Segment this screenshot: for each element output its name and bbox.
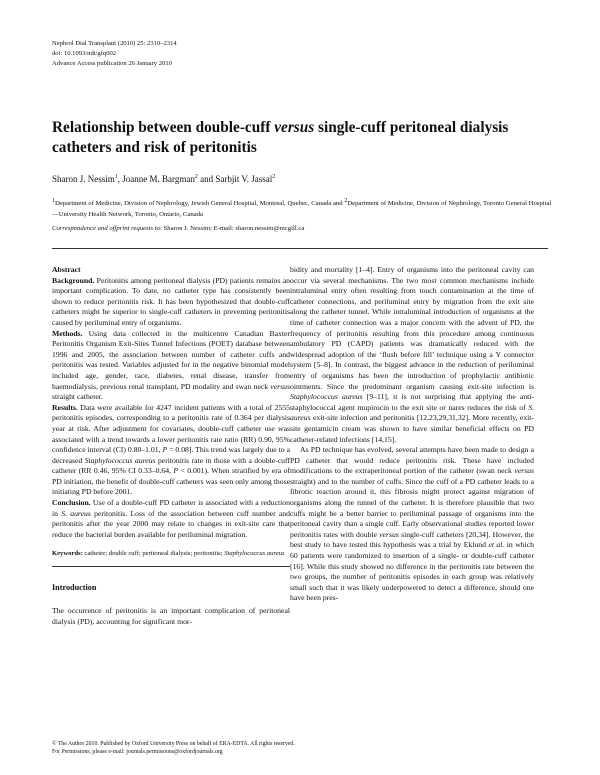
para1-text-3: exit-site infection and peritonitis [12,23,29,31,32]. More recently, exit-site gentamicin cream was shown to have similar beneficial effects on PD catheter-related infections [14,15]. xyxy=(290,413,534,444)
correspondence-label: Correspondence and offprint requests to xyxy=(52,225,160,232)
results-staph: Staphylococcus aureus xyxy=(84,455,156,465)
header-divider xyxy=(52,248,548,249)
title-part1: Relationship between double-cuff xyxy=(52,119,275,136)
author-1-affil: 1 xyxy=(114,174,118,180)
affil-2-text: Department of Medicine, Division of Nephrology, Toronto General Hospital—University Health Network, Toronto, Ontario, Canada xyxy=(52,200,552,218)
doi-line: doi: 10.1093/ndt/gfq002 xyxy=(52,50,117,57)
results-label: Results. xyxy=(52,402,78,412)
para1-text: bidity and mortality [1–4]. Entry of organisms into the peritoneal cavity can occur via several mechanisms. The two most common mechanisms include intraluminal entry often resulting from touch contamination at the time of catheter connections, and periluminal entry by migration from the exit site along the catheter tunnel. While intraluminal introduction of organisms at the time of catheter connection was a major concern with the advent of PD, the frequency of peritonitis resulting from this procedure among continuous ambulatory PD (CAPD) patients was dramatically reduced with the widespread adoption of the ‘flush before fill’ technique using a Y connector system [5–8]. In contrast, the biggest advance in the reduction of periluminal entry of organisms has been the introduction of prophylactic antibiotic ointments. Since the predominant organism causing exit-site infection is xyxy=(290,265,534,391)
results-text-2: = 0.08]. This trend was largely due to a decreased xyxy=(52,445,290,465)
author-list xyxy=(52,174,275,184)
para2-versus: versus xyxy=(514,466,534,476)
conclusion-label: Conclusion. xyxy=(52,498,91,508)
affiliations xyxy=(52,198,552,220)
author-3: and Sarbjit V. Jassal xyxy=(197,174,273,184)
conclusion-text-end: peritonitis. Loss of the association between cuff number and peritonitis after the year 2000 may relate to changes in exit-site care that reduce the bacterial burden available for periluminal migration. xyxy=(52,508,290,539)
correspondence-text: : Sharon J. Nessim; E-mail: sharon.nessim@mcgill.ca xyxy=(159,225,305,232)
affil-2-marker: 2 xyxy=(344,197,348,204)
keywords xyxy=(52,549,290,558)
methods-versus: versus xyxy=(270,381,290,391)
para2-text-4: in which 60 patients were randomized to insertion of a single- or double-cuff catheter [16]. While this study showed no difference in the peritonitis rate between the two groups, the number of peritonitis episodes in each group was relatively small such that it was likely underpowered to detect a difference, should one have been pres- xyxy=(290,540,534,603)
para1-staph: Staphylococcus aureus xyxy=(290,392,363,402)
author-2-affil: 2 xyxy=(194,174,198,180)
results-text-4: < 0.001). When stratified by era of PD initiation, the benefit of double-cuff catheters was seen only among those initiating PD before 2001. xyxy=(52,466,290,497)
para2-text-2: straight) and to the number of cuffs. Since the cuff of a PD catheter leads to a fibrotic reaction around it, this fibrosis might protect against migration of organisms along the tunnel of the catheter. It is therefore plausible that two cuffs might be a better barrier to periluminal passage of organisms into the peritoneal cavity than a single cuff. Early observational studies reported lower peritonitis rates with double xyxy=(290,476,534,539)
correspondence xyxy=(52,225,552,232)
results-text-3: peritonitis rate in those with a double-cuff catheter (RR 0.46, 95% CI 0.33–0.64, xyxy=(52,455,290,476)
results-text: Data were available for 4247 incident patients with a total of 2555 peritonitis episodes, corresponding to a peritonitis rate of 0.364 per dialysis year at risk. After adjustment for covariates, double-cuff catheter use was associated with a trend towards a lower peritonitis rate ratio (RR) 0.90, 95% confidence interval (CI) 0.80–1.01, xyxy=(52,402,290,455)
affil-1-text: Department of Medicine, Division of Nephrology, Jewish General Hospital, Montreal, Quebec, Canada and xyxy=(55,200,345,207)
left-column xyxy=(52,265,290,627)
right-para-2 xyxy=(290,445,534,604)
title-part2: single-cuff peritoneal dialysis catheters and risk of peritonitis xyxy=(52,119,509,156)
abstract-conclusion xyxy=(52,498,290,540)
para2-text: As PD technique has evolved, several attempts have been made to design a PD catheter that would reduce peritonitis risk. These have included modifications to the extraperitoneal portion of the catheter (swan neck xyxy=(290,445,534,476)
keywords-text: catheter; double cuff; peritoneal dialysis; peritonitis; xyxy=(82,550,225,558)
para2-text-3: single-cuff catheters [20,34]. However, the best study to have tested this hypothesis was a trial by Eklund xyxy=(290,529,534,550)
conclusion-staph: S. aureus xyxy=(61,508,91,518)
abstract-background xyxy=(52,276,290,329)
title-versus: versus xyxy=(274,119,315,136)
introduction-heading: Introduction xyxy=(52,583,97,593)
article-title xyxy=(52,118,552,158)
author-3-affil: 2 xyxy=(272,174,276,180)
abstract-heading: Abstract xyxy=(52,265,81,274)
methods-label: Methods. xyxy=(52,328,83,338)
citation-line: Nephrol Dial Transplant (2010) 25: 2310–2314 xyxy=(52,40,177,47)
introduction-text: The occurrence of peritonitis is an important complication of peritoneal dialysis (PD), accounting for significant mor- xyxy=(52,606,290,626)
right-column xyxy=(290,265,534,604)
author-2: , Joanne M. Bargman xyxy=(117,174,195,184)
keywords-staph: Staphylococcus aureus xyxy=(224,550,285,558)
access-line: Advance Access publication 26 January 2010 xyxy=(52,60,172,67)
abstract-divider xyxy=(52,566,290,567)
permissions-line: For Permissions, please e-mail: journals.permissions@oxfordjournals.org xyxy=(52,748,223,755)
affil-1-marker: 1 xyxy=(52,197,55,204)
author-1: Sharon J. Nessim xyxy=(52,174,115,184)
keywords-label: Keywords: xyxy=(52,550,83,558)
copyright-line: © The Author 2010. Published by Oxford University Press on behalf of ERA-EDTA. All rights reserved. xyxy=(52,741,295,747)
background-label: Background. xyxy=(52,275,95,285)
results-p1: P xyxy=(162,445,168,455)
para2-etal: et al. xyxy=(488,540,505,550)
journal-header xyxy=(52,39,177,69)
background-text: Peritonitis among peritoneal dialysis (PD) patients remains an important complication. To date, no catheter type has consistently been shown to reduce peritonitis risk. It has been hypothesized that double-cuff catheters might be superior to single-cuff catheters in preventing peritonitis caused by periluminal entry of organisms. xyxy=(52,275,290,327)
abstract-results xyxy=(52,403,290,498)
para2-versus-2: versus xyxy=(379,529,399,539)
para1-text-2: [9–11], it is not surprising that applying the anti-staphylococcal agent mupirocin to the exit site or nares reduces the risk of xyxy=(290,392,535,412)
methods-text: Using data collected in the multicentre Canadian Baxter Peritonitis Organism Exit-Sites Tunnel Infections (POET) database between 1996 and 2005, the association between number of catheter cuffs and peritonitis was tested. Variables adjusted for in the negative binomial model included age, gender, race, diabetes, renal disease, transfer from haemodialysis, previous renal transplant, PD modality and swan neck xyxy=(52,328,290,391)
methods-text-end: straight catheter. xyxy=(52,392,103,402)
abstract-methods xyxy=(52,329,290,403)
conclusion-text: Use of a double-cuff PD catheter is associated with a reduction in xyxy=(52,498,290,518)
right-para-1 xyxy=(290,265,534,445)
page-footer xyxy=(52,741,548,756)
para1-saureus: S. aureus xyxy=(290,402,534,423)
results-p2: P xyxy=(173,466,179,476)
